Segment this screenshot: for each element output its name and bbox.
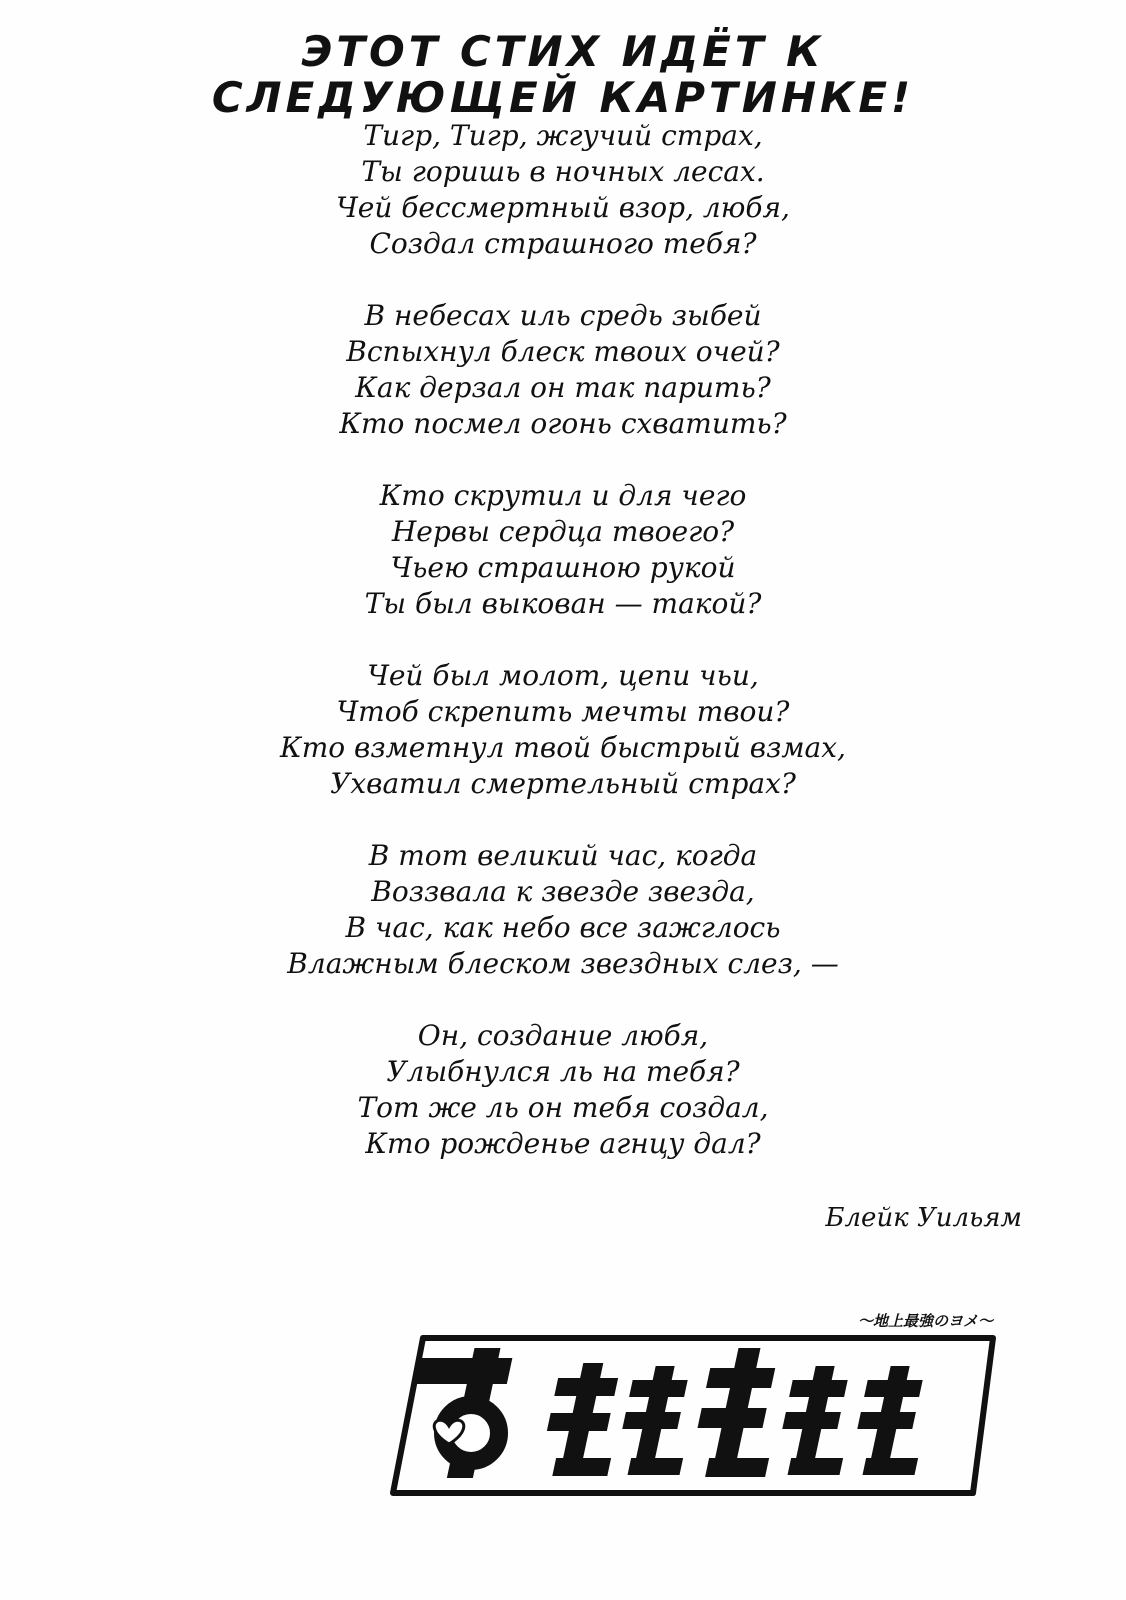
poem-line: Чьею страшною рукой <box>390 551 736 584</box>
poem-line: Кто рожденье агнцу дал? <box>365 1127 761 1160</box>
poem-line: Улыбнулся ль на тебя? <box>386 1055 740 1088</box>
poem-line: Вспыхнул блеск твоих очей? <box>346 335 780 368</box>
poem-line: Создал страшного тебя? <box>369 227 757 260</box>
series-logo <box>383 1308 1023 1508</box>
poem-line: Как дерзал он так парить? <box>355 371 771 404</box>
mo-glyph-5 <box>857 1366 922 1475</box>
poem-line: Кто скрутил и для чего <box>379 479 747 512</box>
poem-stanza-5 <box>0 838 1126 982</box>
poem-stanza-4 <box>0 658 1126 802</box>
poem-line: В час, как небо все зажглось <box>345 911 781 944</box>
poem-line: Чей бессмертный взор, любя, <box>336 191 790 224</box>
poem-line: Он, создание любя, <box>417 1019 709 1052</box>
poem-line: Ухватил смертельный страх? <box>330 767 796 800</box>
mo-glyph-1 <box>547 1363 618 1476</box>
poem-body <box>0 118 1126 1198</box>
logo-glyphs <box>412 1348 923 1478</box>
poem-author: Блейк Уильям <box>825 1203 1022 1233</box>
poem-line: Воззвала к звезде звезда, <box>371 875 755 908</box>
poem-line: Влажным блеском звездных слез, — <box>287 947 839 980</box>
poem-line: Чей был молот, цепи чьи, <box>367 659 759 692</box>
mo-glyph-3 <box>697 1348 775 1477</box>
poem-line: Тигр, Тигр, жгучий страх, <box>363 119 763 152</box>
poem-line: Тот же ль он тебя создал, <box>357 1091 769 1124</box>
mo-glyph-2 <box>622 1366 687 1475</box>
poem-line: Ты был выкован — такой? <box>364 587 762 620</box>
poem-line: В тот великий час, когда <box>368 839 758 872</box>
poem-line: Чтоб скрепить мечты твои? <box>336 695 790 728</box>
poem-line: В небесах иль средь зыбей <box>364 299 762 332</box>
poem-stanza-3 <box>0 478 1126 622</box>
mo-glyph-4 <box>782 1366 847 1475</box>
poem-line: Кто посмел огонь схватить? <box>339 407 787 440</box>
poem-line: Ты горишь в ночных лесах. <box>361 155 765 188</box>
poem-stanza-2 <box>0 298 1126 442</box>
logo-subtitle: 〜地上最強のヨメ〜 <box>858 1312 994 1330</box>
poem-stanza-1 <box>0 118 1126 262</box>
poem-line: Кто взметнул твой быстрый взмах, <box>280 731 846 764</box>
heading-line-2: СЛЕДУЮЩЕЙ КАРТИНКЕ! <box>211 73 915 122</box>
poem-line: Нервы сердца твоего? <box>391 515 735 548</box>
heading-line-1: ЭТОТ СТИХ ИДЁТ К <box>301 27 825 76</box>
poem-stanza-6 <box>0 1018 1126 1162</box>
